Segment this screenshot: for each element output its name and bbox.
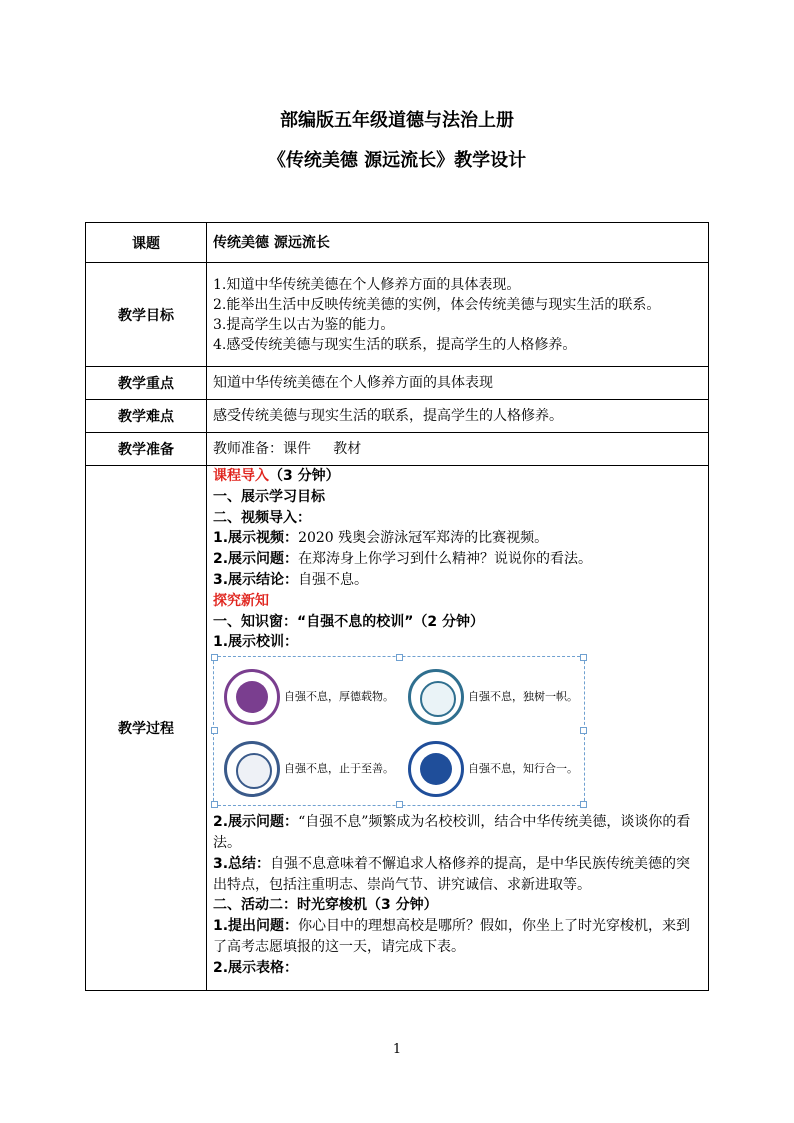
process-content <box>207 466 709 991</box>
goal-item: 2.能举出生活中反映传统美德的实例，体会传统美德与现实生活的联系。 <box>213 296 661 313</box>
step-learning-goals: 一、展示学习目标 <box>213 488 325 505</box>
prep-value <box>207 433 709 466</box>
resize-handle <box>211 727 218 734</box>
document-title-line-2: 《传统美德 源远流长》教学设计 <box>267 150 527 171</box>
difficulty-value: 感受传统美德与现实生活的联系，提高学生的人格修养。 <box>207 400 709 433</box>
resize-handle <box>211 654 218 661</box>
goal-item: 4.感受传统美德与现实生活的联系，提高学生的人格修养。 <box>213 336 577 353</box>
explore-heading: 探究新知 <box>213 592 269 609</box>
resize-handle <box>580 801 587 808</box>
motto-text: 自强不息，止于至善。 <box>284 761 394 775</box>
motto-summary: 3.总结：自强不息意味着不懈追求人格修养的提高，是中华民族传统美德的突出特点，包括注重明志、崇尚气节、讲究诚信、求新进取等。 <box>213 855 691 893</box>
xiamen-seal-icon <box>224 741 280 797</box>
motto-item <box>408 741 578 797</box>
show-table-label: 2.展示表格： <box>213 959 299 976</box>
video-item-1: 1.展示视频：2020 残奥会游泳冠军郑涛的比赛视频。 <box>213 530 549 547</box>
intro-heading: 课程导入 <box>213 468 269 484</box>
motto-question: 2.展示问题：“自强不息”频繁成为名校校训，结合中华传统美德，谈谈你的看法。 <box>213 814 691 851</box>
motto-text: 自强不息，独树一帜。 <box>468 689 578 703</box>
goal-item: 1.知道中华传统美德在个人修养方面的具体表现。 <box>213 276 521 293</box>
northeastern-seal-icon <box>408 741 464 797</box>
lesson-plan-table <box>85 222 709 991</box>
step-video-intro: 二、视频导入： <box>213 509 311 526</box>
motto-text: 自强不息，知行合一。 <box>468 761 578 775</box>
goals-row <box>86 263 709 367</box>
school-mottoes-image <box>213 656 585 806</box>
activity-question: 1.提出问题：你心目中的理想高校是哪所？假如，你坐上了时光穿梭机，来到了高考志愿填报的这一天，请完成下表。 <box>213 918 691 955</box>
prep-text: 教师准备：课件 教材 <box>213 441 362 457</box>
prep-row <box>86 433 709 466</box>
motto-text: 自强不息，厚德载物。 <box>284 689 394 703</box>
difficulty-label: 教学难点 <box>86 400 207 433</box>
activity-two-heading: 二、活动二：时光穿梭机（3 分钟） <box>213 897 438 914</box>
goals-label: 教学目标 <box>86 263 207 367</box>
goals-value <box>207 263 709 367</box>
key-point-value: 知道中华传统美德在个人修养方面的具体表现 <box>207 367 709 400</box>
motto-item <box>408 669 578 725</box>
document-title-line-1: 部编版五年级道德与法治上册 <box>280 110 514 131</box>
show-motto-label: 1.展示校训： <box>213 634 299 651</box>
intro-time: （3 分钟） <box>269 468 340 484</box>
page-number: 1 <box>392 1042 402 1057</box>
topic-row <box>86 223 709 263</box>
knowledge-window-heading: 一、知识窗：“自强不息的校训”（2 分钟） <box>213 613 485 630</box>
prep-label: 教学准备 <box>86 433 207 466</box>
motto-item <box>224 741 394 797</box>
topic-value: 传统美德 源远流长 <box>207 223 709 263</box>
resize-handle <box>580 654 587 661</box>
lanzhou-seal-icon <box>408 669 464 725</box>
motto-item <box>224 669 394 725</box>
resize-handle <box>580 727 587 734</box>
goal-item: 3.提高学生以古为鉴的能力。 <box>213 316 395 333</box>
intro-line <box>213 466 702 487</box>
topic-label: 课题 <box>86 223 207 263</box>
video-item-3: 3.展示结论：自强不息。 <box>213 571 369 588</box>
tsinghua-seal-icon <box>224 669 280 725</box>
resize-handle <box>396 654 403 661</box>
video-item-2: 2.展示问题：在郑涛身上你学习到什么精神？说说你的看法。 <box>213 551 593 568</box>
key-point-row <box>86 367 709 400</box>
process-row <box>86 466 709 991</box>
resize-handle <box>396 801 403 808</box>
process-label: 教学过程 <box>86 466 207 991</box>
key-point-label: 教学重点 <box>86 367 207 400</box>
difficulty-row <box>86 400 709 433</box>
resize-handle <box>211 801 218 808</box>
